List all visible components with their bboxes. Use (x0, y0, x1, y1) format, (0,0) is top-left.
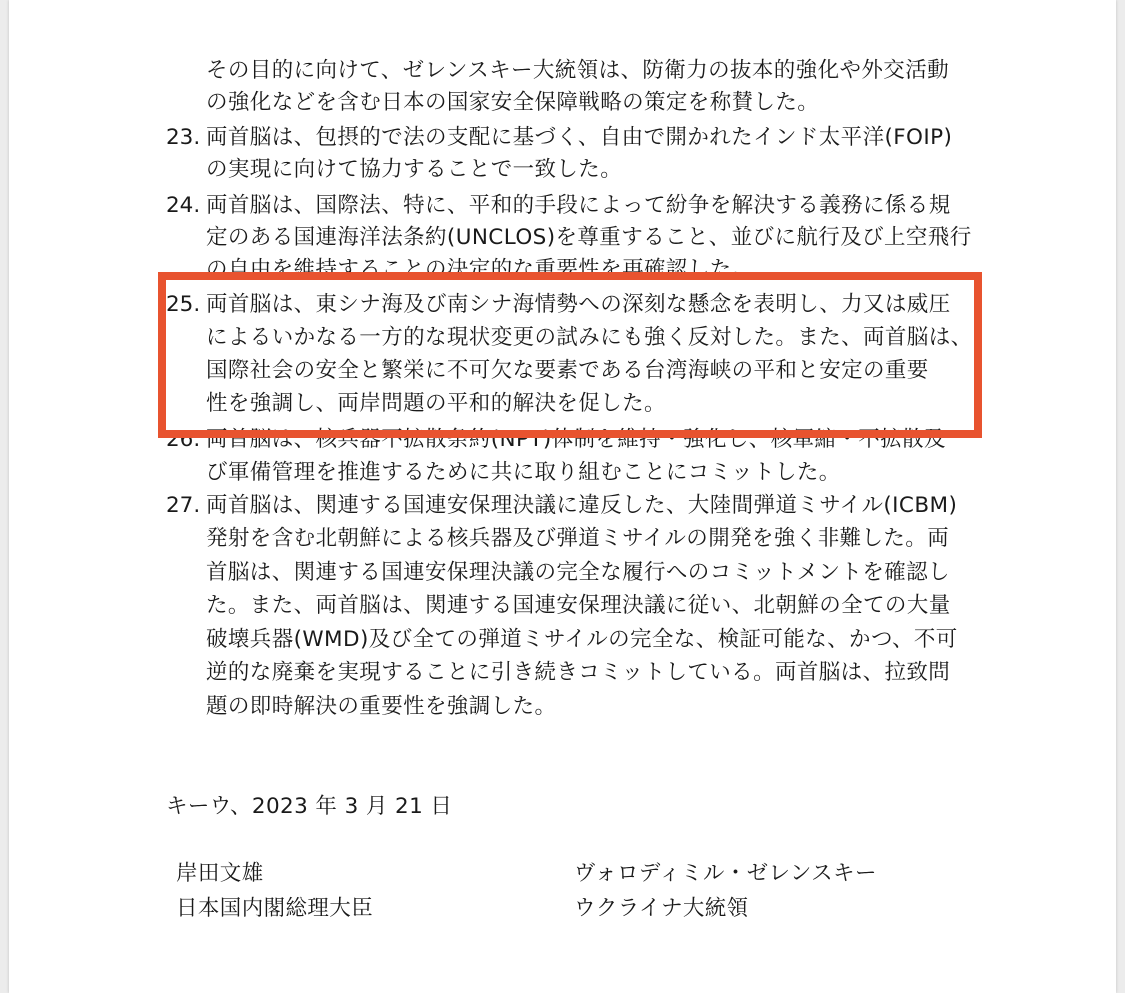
paragraph-24-number: 24. (166, 193, 201, 218)
paragraph-25-line-1: 両首脳は、東シナ海及び南シナ海情勢への深刻な懸念を表明し、力又は威圧 (206, 292, 951, 317)
document-page (9, 0, 1116, 993)
paragraph-26-number: 26. (166, 427, 201, 452)
paragraph-23-line-1: 両首脳は、包摂的で法の支配に基づく、自由で開かれたインド太平洋(FOIP) (206, 125, 953, 150)
paragraph-23-line-2: の実現に向けて協力することで一致した。 (206, 157, 623, 182)
paragraph-27-number: 27. (166, 493, 201, 518)
dateline: キーウ、2023 年 3 月 21 日 (166, 794, 453, 819)
paragraph-25-line-3: 国際社会の安全と繁栄に不可欠な要素である台湾海峡の平和と安定の重要 (206, 358, 929, 383)
paragraph-22-line-1: その目的に向けて、ゼレンスキー大統領は、防衛力の抜本的強化や外交活動 (206, 58, 949, 83)
paragraph-27-line-2: 発射を含む北朝鮮による核兵器及び弾道ミサイルの開発を強く非難した。両 (206, 526, 950, 551)
paragraph-27-line-5: 破壊兵器(WMD)及び全ての弾道ミサイルの完全な、検証可能な、かつ、不可 (206, 627, 958, 652)
paragraph-27-line-1: 両首脳は、関連する国連安保理決議に違反した、大陸間弾道ミサイル(ICBM) (206, 493, 958, 518)
signatory-ukraine-name: ヴォロディミル・ゼレンスキー (574, 861, 877, 886)
paragraph-27-line-3: 首脳は、関連する国連安保理決議の完全な履行へのコミットメントを確認し (206, 560, 950, 585)
paragraph-24-line-1: 両首脳は、国際法、特に、平和的手段によって紛争を解決する義務に係る規 (206, 193, 951, 218)
paragraph-27-line-7: 題の即時解決の重要性を強調した。 (206, 694, 557, 719)
paragraph-24-line-2: 定のある国連海洋法条約(UNCLOS)を尊重すること、並びに航行及び上空飛行 (206, 225, 972, 250)
paragraph-26-line-1: 両首脳は、核兵器不拡散条約(NPT)体制を維持・強化し、核軍縮・不拡散及 (206, 427, 946, 452)
signatory-japan-name: 岸田文雄 (176, 861, 264, 886)
signatory-ukraine-title: ウクライナ大統領 (574, 896, 749, 921)
paragraph-24-line-3: の自由を維持することの決定的な重要性を再確認した。 (206, 257, 754, 282)
paragraph-22-line-2: の強化などを含む日本の国家安全保障戦略の策定を称賛した。 (206, 90, 820, 115)
paragraph-25-line-4: 性を強調し、両岸問題の平和的解決を促した。 (206, 391, 666, 416)
paragraph-25-line-2: によるいかなる一方的な現状変更の試みにも強く反対した。また、両首脳は、 (206, 325, 973, 350)
paragraph-27-line-4: た。また、両首脳は、関連する国連安保理決議に従い、北朝鮮の全ての大量 (206, 593, 951, 618)
paragraph-25-number: 25. (166, 292, 201, 317)
paragraph-23-number: 23. (166, 125, 201, 150)
paragraph-27-line-6: 逆的な廃棄を実現することに引き続きコミットしている。両首脳は、拉致問 (206, 660, 951, 685)
paragraph-26-line-2: び軍備管理を推進するために共に取り組むことにコミットした。 (206, 460, 841, 485)
signatory-japan-title: 日本国内閣総理大臣 (176, 896, 374, 921)
